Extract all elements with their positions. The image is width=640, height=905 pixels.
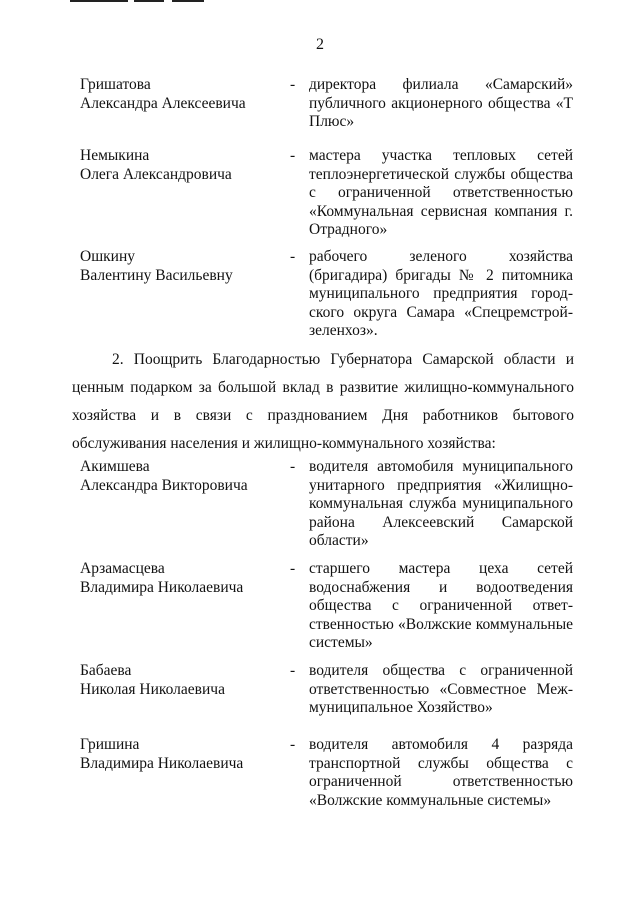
person-given-names: Александра Алексеевича	[80, 94, 246, 112]
separator-dash: -	[290, 736, 296, 753]
person-given-names: Валентину Васильевну	[80, 266, 233, 284]
person-name	[80, 458, 280, 495]
person-name	[80, 248, 280, 285]
person-position: водителя автомобиля 4 разряда транспортной службы общества с ограниченной ответственностью «Волжские коммунальные системы»	[309, 736, 573, 809]
person-given-names: Александра Викторовича	[80, 476, 248, 494]
person-position: директора филиала «Самарский» публичного акционерного общества «Т Плюс»	[309, 76, 573, 131]
person-given-names: Владимира Николаевича	[80, 754, 244, 772]
person-surname: Ошкину	[80, 248, 135, 265]
scan-edge-mark-1	[70, 0, 128, 2]
person-name	[80, 560, 280, 597]
person-given-names: Олега Александровича	[80, 165, 232, 183]
person-given-names: Николая Николаевича	[80, 680, 225, 698]
person-given-names: Владимира Николаевича	[80, 578, 244, 596]
separator-dash: -	[290, 560, 296, 577]
person-surname: Гришина	[80, 736, 140, 753]
person-surname: Арзамасцева	[80, 560, 165, 577]
separator-dash: -	[290, 458, 296, 475]
person-surname: Бабаева	[80, 662, 132, 679]
separator-dash: -	[290, 147, 296, 164]
separator-dash: -	[290, 248, 296, 265]
separator-dash: -	[290, 76, 296, 93]
person-name	[80, 662, 280, 699]
scan-edge-mark-2	[134, 0, 164, 2]
person-position: рабочего зеленого хозяйства (бригадира) бригады № 2 питомника муниципального предприятия городского округа Самара «Спецремстройзеленхоз».	[309, 248, 573, 340]
person-surname: Акимшева	[80, 458, 150, 475]
person-name	[80, 736, 280, 773]
person-surname: Немыкина	[80, 147, 150, 164]
person-surname: Гришатова	[80, 76, 151, 93]
person-position: старшего мастера цеха сетей водоснабжения и водоотведения общества с ограниченной ответственностью «Волжские коммунальные системы»	[309, 560, 573, 652]
person-name	[80, 147, 280, 184]
page-number: 2	[316, 36, 324, 53]
person-position: мастера участка тепловых сетей теплоэнергетической службы общества с ограниченной ответственностью «Коммунальная сервисная компания г. Отрадного»	[309, 147, 573, 239]
section-2-paragraph: 2. Поощрить Благодарностью Губернатора Самарской области и ценным подарком за большой вклад в развитие жилищно-коммунального хозяйства и в связи с празднованием Дня работников бытового обслуживания населения и жилищно-коммунального хозяйства:	[72, 351, 574, 452]
scan-edge-mark-3	[172, 0, 204, 2]
person-name	[80, 76, 280, 113]
person-position: водителя автомобиля муниципального унитарного предприятия «Жилищно-коммунальная служба муниципального района Алексеевский Самарской области»	[309, 458, 573, 550]
separator-dash: -	[290, 662, 296, 679]
person-position: водителя общества с ограниченной ответственностью «Совместное Межмуниципальное Хозяйство»	[309, 662, 573, 717]
